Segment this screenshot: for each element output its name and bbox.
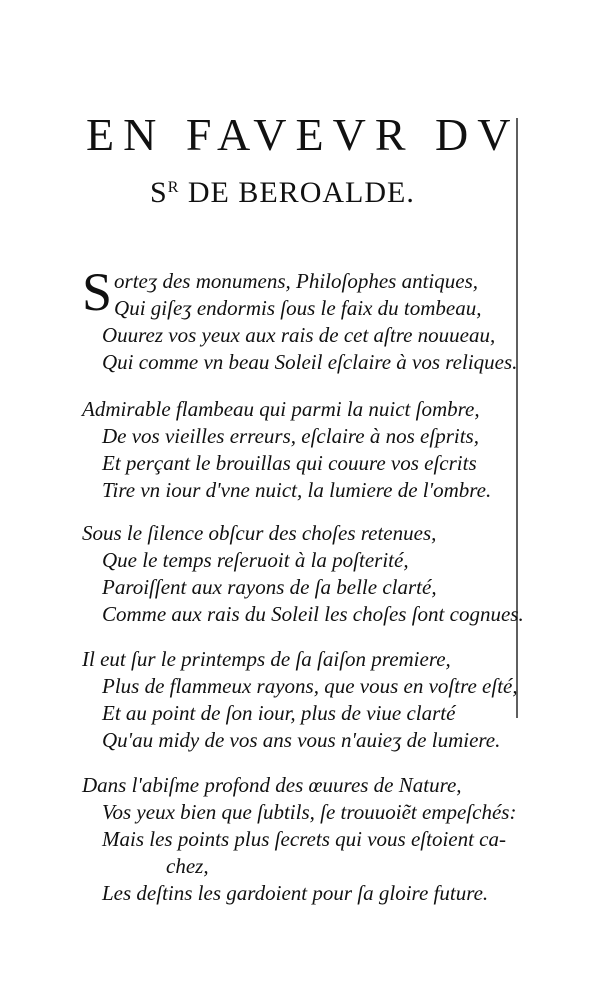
verse-line: Vos yeux bien que ſubtils, ſe trouuoiẽt empeſchés:: [102, 800, 517, 824]
verse-line: Qu'au midy de vos ans vous n'auieʒ de lumiere.: [102, 728, 501, 752]
stanza-5: [80, 772, 540, 907]
stanza-1: [80, 262, 540, 376]
verse-line: Admirable flambeau qui parmi la nuict ſombre,: [82, 397, 480, 421]
verse-line: Comme aux rais du Soleil les choſes ſont cognues.: [102, 602, 524, 626]
verse-line: Paroiſſent aux rayons de ſa belle clarté,: [102, 575, 437, 599]
verse-line: chez,: [166, 854, 209, 878]
verse-line: Et perçant le brouillas qui couure vos eſcrits: [102, 451, 477, 475]
verse-line: Dans l'abiſme profond des œuures de Nature,: [82, 773, 462, 797]
subtitle-name: DE BEROALDE.: [187, 176, 415, 209]
subtitle-prefix: S: [150, 176, 168, 209]
verse-line: Ouurez vos yeux aux rais de cet aſtre nouueau,: [102, 323, 496, 347]
verse-line: Qui giſeʒ endormis ſous le faix du tombeau,: [114, 296, 482, 320]
verse-line: Sous le ſilence obſcur des choſes retenues,: [82, 521, 437, 545]
verse-line: Plus de flammeux rayons, que vous en voſtre eſté,: [102, 674, 518, 698]
verse-line: Les deſtins les gardoient pour ſa gloire future.: [102, 881, 489, 905]
verse-line: Qui comme vn beau Soleil eſclaire à vos reliques.: [102, 350, 518, 374]
verse-line: Mais les points plus ſecrets qui vous eſtoient ca-: [102, 827, 506, 851]
page-title: EN FAVEVR DV: [86, 109, 520, 160]
verse-line: Il eut ſur le printemps de ſa ſaiſon premiere,: [82, 647, 451, 671]
stanza-4: [80, 646, 540, 754]
drop-cap: S: [82, 262, 113, 322]
verse-line: Sorteʒ des monumens, Philoſophes antiques,: [82, 262, 478, 322]
verse-line: Tire vn iour d'vne nuict, la lumiere de l'ombre.: [102, 478, 492, 502]
verse-line: Que le temps reſeruoit à la poſterité,: [102, 548, 409, 572]
verse-line: De vos vieilles erreurs, eſclaire à nos eſprits,: [102, 424, 479, 448]
stanza-2: [80, 396, 540, 504]
stanza-3: [80, 520, 540, 628]
page-subtitle: [150, 176, 470, 210]
verse-line: Et au point de ſon iour, plus de viue clarté: [102, 701, 456, 725]
subtitle-superscript: R: [167, 179, 180, 196]
